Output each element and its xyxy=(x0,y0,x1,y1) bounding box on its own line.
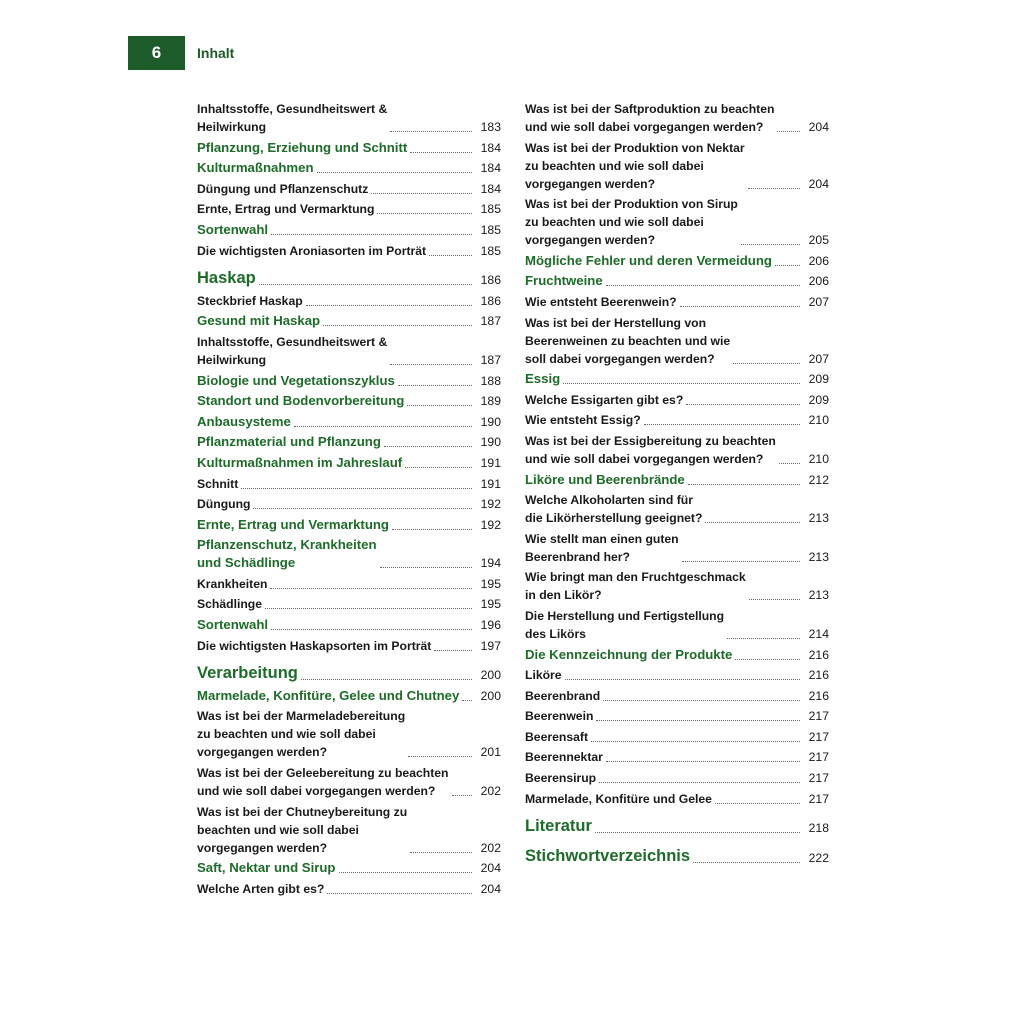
toc-entry-title: Was ist bei der Produktion von Sirup zu beachten und wie soll dabei vorgegangen werden? xyxy=(525,197,738,248)
toc-entry[interactable] xyxy=(525,391,829,412)
dot-leader xyxy=(603,700,800,701)
toc-entry-page: 204 xyxy=(480,861,501,876)
toc-entry-page: 217 xyxy=(808,791,829,806)
toc-entry-title: Ernte, Ertrag und Vermarktung xyxy=(197,202,375,217)
toc-entry[interactable] xyxy=(525,666,829,687)
toc-entry[interactable] xyxy=(197,495,501,516)
toc-entry[interactable] xyxy=(197,707,501,764)
toc-entry[interactable] xyxy=(525,491,829,530)
dot-leader xyxy=(410,852,472,853)
toc-entry-page: 206 xyxy=(808,274,829,289)
toc-entry[interactable] xyxy=(525,272,829,293)
dot-leader xyxy=(407,405,472,406)
toc-entry-title: Beerensirup xyxy=(525,771,597,786)
toc-entry-page: 201 xyxy=(480,745,501,760)
toc-entry-page: 190 xyxy=(480,435,501,450)
toc-entry-page: 189 xyxy=(480,394,501,409)
toc-entry-page: 217 xyxy=(808,709,829,724)
toc-entry[interactable] xyxy=(197,433,501,454)
dot-leader xyxy=(596,720,800,721)
toc-entry[interactable] xyxy=(525,195,829,252)
toc-entry-title: Wie bringt man den Fruchtgeschmack in den Likör? xyxy=(525,570,746,603)
toc-entry-page: 185 xyxy=(480,222,501,237)
toc-entry-title: Die wichtigsten Haskapsorten im Porträt xyxy=(197,638,432,653)
toc-entry-title: Was ist bei der Herstellung von Beerenweinen zu beachten und wie soll dabei vorgegangen werden? xyxy=(525,315,731,366)
toc-entry-page: 202 xyxy=(480,784,501,799)
toc-entry[interactable] xyxy=(525,646,829,667)
dot-leader xyxy=(565,679,800,680)
dot-leader xyxy=(301,679,472,680)
toc-entry[interactable] xyxy=(197,413,501,434)
toc-entry[interactable] xyxy=(525,687,829,708)
dot-leader xyxy=(317,172,473,173)
toc-entry-title: Was ist bei der Essigbereitung zu beachten und wie soll dabei vorgegangen werden? xyxy=(525,433,776,466)
toc-entry-page: 207 xyxy=(808,294,829,309)
dot-leader xyxy=(377,213,472,214)
dot-leader xyxy=(392,529,472,530)
dot-leader xyxy=(339,872,473,873)
toc-entry-page: 184 xyxy=(480,140,501,155)
toc-entry[interactable] xyxy=(197,159,501,180)
toc-entry[interactable] xyxy=(525,100,829,139)
toc-entry-title: Pflanzung, Erziehung und Schnitt xyxy=(197,139,408,155)
toc-entry-title: Gesund mit Haskap xyxy=(197,313,321,329)
toc-chapter-entry[interactable] xyxy=(197,268,501,292)
toc-entry-title: Welche Essigarten gibt es? xyxy=(525,392,684,407)
dot-leader xyxy=(606,285,800,286)
toc-entry-page: 194 xyxy=(480,556,501,571)
toc-entry[interactable] xyxy=(525,748,829,769)
toc-entry[interactable] xyxy=(525,530,829,569)
toc-entry-title: Beerenwein xyxy=(525,709,594,724)
dot-leader xyxy=(680,306,800,307)
dot-leader xyxy=(686,404,800,405)
toc-entry[interactable] xyxy=(525,728,829,749)
toc-entry-page: 185 xyxy=(480,202,501,217)
toc-entry-page: 196 xyxy=(480,618,501,633)
toc-entry[interactable] xyxy=(197,454,501,475)
dot-leader xyxy=(271,629,472,630)
toc-entry[interactable] xyxy=(197,595,501,616)
toc-entry-page: 209 xyxy=(808,392,829,407)
dot-leader xyxy=(253,508,472,509)
toc-entry-title: Pflanzmaterial und Pflanzung xyxy=(197,434,381,450)
toc-entry-title: Marmelade, Konfitüre und Gelee xyxy=(525,791,712,806)
toc-entry[interactable] xyxy=(197,803,501,860)
toc-entry-page: 195 xyxy=(480,576,501,591)
toc-entry-title: Die wichtigsten Aroniasorten im Porträt xyxy=(197,243,427,258)
toc-entry[interactable] xyxy=(197,242,501,263)
toc-entry-title: Saft, Nektar und Sirup xyxy=(197,860,336,876)
toc-entry[interactable] xyxy=(197,880,501,901)
dot-leader xyxy=(705,522,800,523)
toc-entry-title: Wie stellt man einen guten Beerenbrand her? xyxy=(525,531,679,564)
dot-leader xyxy=(371,193,472,194)
toc-entry-title: Schädlinge xyxy=(197,597,263,612)
toc-entry[interactable] xyxy=(525,568,829,607)
dot-leader xyxy=(563,383,800,384)
dot-leader xyxy=(384,446,472,447)
dot-leader xyxy=(259,284,472,285)
page-number: 6 xyxy=(128,36,185,70)
toc-entry-title: Biologie und Vegetationszyklus xyxy=(197,372,395,388)
toc-entry-title: Krankheiten xyxy=(197,576,268,591)
toc-entry-page: 183 xyxy=(480,120,501,134)
toc-entry-title: Literatur xyxy=(525,817,592,836)
toc-entry-title: Was ist bei der Saftproduktion zu beachten und wie soll dabei vorgegangen werden? xyxy=(525,102,775,134)
toc-entry-page: 200 xyxy=(480,688,501,703)
toc-entry[interactable] xyxy=(525,252,829,273)
toc-entry-page: 195 xyxy=(480,597,501,612)
dot-leader xyxy=(606,761,800,762)
toc-entry-title: Die Herstellung und Fertigstellung des Likörs xyxy=(525,608,725,641)
dot-leader xyxy=(380,567,472,568)
toc-entry-page: 188 xyxy=(480,373,501,388)
toc-entry-page: 200 xyxy=(480,668,501,683)
toc-entry-page: 204 xyxy=(808,176,829,191)
toc-entry[interactable] xyxy=(525,411,829,432)
toc-entry[interactable] xyxy=(525,769,829,790)
toc-entry-title: Stichwortverzeichnis xyxy=(525,846,691,865)
toc-entry[interactable] xyxy=(197,616,501,637)
toc-entry-page: 210 xyxy=(808,451,829,466)
toc-entry-page: 218 xyxy=(808,821,829,836)
toc-entry-page: 202 xyxy=(480,840,501,855)
toc-entry-title: Beerenbrand xyxy=(525,688,601,703)
dot-leader xyxy=(410,152,472,153)
toc-entry-page: 216 xyxy=(808,668,829,683)
toc-entry[interactable] xyxy=(197,637,501,658)
dot-leader xyxy=(294,426,472,427)
toc-entry-title: Fruchtweine xyxy=(525,273,603,289)
toc-entry[interactable] xyxy=(197,221,501,242)
toc-left-column xyxy=(197,100,501,900)
dot-leader xyxy=(306,305,472,306)
toc-entry-page: 191 xyxy=(480,476,501,491)
dot-leader xyxy=(398,385,472,386)
toc-entry[interactable] xyxy=(197,180,501,201)
toc-chapter-entry[interactable] xyxy=(525,816,829,840)
toc-entry-page: 205 xyxy=(808,233,829,248)
toc-entry[interactable] xyxy=(197,139,501,160)
dot-leader xyxy=(688,484,800,485)
toc-entry-title: Steckbrief Haskap xyxy=(197,293,303,308)
toc-entry-page: 207 xyxy=(808,351,829,366)
dot-leader xyxy=(727,638,800,639)
toc-entry-title: Schnitt xyxy=(197,476,239,491)
toc-entry-page: 217 xyxy=(808,729,829,744)
toc-entry-page: 204 xyxy=(808,120,829,134)
toc-entry-page: 216 xyxy=(808,688,829,703)
toc-entry[interactable] xyxy=(197,312,501,333)
toc-entry-page: 191 xyxy=(480,455,501,470)
toc-entry-title: Essig xyxy=(525,371,561,387)
toc-entry-page: 212 xyxy=(808,472,829,487)
toc-entry-page: 210 xyxy=(808,413,829,428)
toc-entry-page: 213 xyxy=(808,549,829,564)
toc-entry[interactable] xyxy=(197,292,501,313)
section-title: Inhalt xyxy=(197,45,235,61)
toc-entry-page: 197 xyxy=(480,638,501,653)
dot-leader xyxy=(434,650,472,651)
toc-entry[interactable] xyxy=(197,200,501,221)
dot-leader xyxy=(693,862,800,863)
toc-entry-title: Verarbeitung xyxy=(197,664,298,683)
dot-leader xyxy=(735,659,800,660)
toc-entry[interactable] xyxy=(525,790,829,811)
toc-entry[interactable] xyxy=(525,314,829,371)
dot-leader xyxy=(327,893,472,894)
toc-entry-title: Kulturmaßnahmen im Jahreslauf xyxy=(197,454,403,470)
dot-leader xyxy=(644,424,800,425)
toc-entry[interactable] xyxy=(525,607,829,646)
toc-entry-title: Haskap xyxy=(197,269,256,288)
toc-entry[interactable] xyxy=(197,475,501,496)
dot-leader xyxy=(599,782,800,783)
toc-entry[interactable] xyxy=(197,100,501,139)
toc-entry-title: Beerensaft xyxy=(525,729,588,744)
toc-entry-page: 185 xyxy=(480,243,501,258)
toc-entry-title: Inhaltsstoffe, Gesundheitswert & Heilwirkung xyxy=(197,102,388,134)
toc-entry-title: Pflanzenschutz, Krankheiten und Schädlinge xyxy=(197,537,377,571)
dot-leader xyxy=(323,325,472,326)
toc-entry-page: 186 xyxy=(480,273,501,288)
toc-entry[interactable] xyxy=(197,575,501,596)
toc-entry-page: 204 xyxy=(480,881,501,896)
dot-leader xyxy=(390,364,472,365)
toc-entry[interactable] xyxy=(197,536,501,575)
toc-entry-title: Was ist bei der Geleebereitung zu beachten und wie soll dabei vorgegangen werden? xyxy=(197,766,449,799)
toc-entry-title: Welche Alkoholarten sind für die Likörherstellung geeignet? xyxy=(525,493,703,526)
toc-right-column xyxy=(525,100,829,869)
toc-entry-title: Kulturmaßnahmen xyxy=(197,160,314,176)
toc-entry[interactable] xyxy=(197,392,501,413)
toc-entry-title: Beerennektar xyxy=(525,750,603,765)
dot-leader xyxy=(715,803,800,804)
toc-entry-page: 217 xyxy=(808,771,829,786)
dot-leader xyxy=(749,599,800,600)
toc-entry-title: Die Kennzeichnung der Produkte xyxy=(525,646,733,662)
dot-leader xyxy=(775,265,800,266)
toc-entry[interactable] xyxy=(525,139,829,196)
toc-entry-page: 214 xyxy=(808,626,829,641)
toc-entry[interactable] xyxy=(197,764,501,803)
toc-entry-page: 184 xyxy=(480,181,501,196)
toc-entry-page: 222 xyxy=(808,850,829,865)
toc-entry-page: 187 xyxy=(480,314,501,329)
dot-leader xyxy=(591,741,800,742)
toc-entry[interactable] xyxy=(525,432,829,471)
toc-chapter-entry[interactable] xyxy=(197,663,501,687)
toc-entry-title: Anbausysteme xyxy=(197,413,291,429)
toc-entry[interactable] xyxy=(197,687,501,708)
dot-leader xyxy=(595,832,800,833)
toc-entry[interactable] xyxy=(197,333,501,372)
toc-entry-title: Düngung und Pflanzenschutz xyxy=(197,181,369,196)
toc-entry[interactable] xyxy=(525,471,829,492)
toc-entry-title: Sortenwahl xyxy=(197,617,269,633)
dot-leader xyxy=(390,131,472,132)
toc-entry[interactable] xyxy=(525,293,829,314)
dot-leader xyxy=(741,244,800,245)
toc-entry-page: 186 xyxy=(480,293,501,308)
dot-leader xyxy=(779,463,800,464)
toc-entry[interactable] xyxy=(197,859,501,880)
toc-entry-title: Welche Arten gibt es? xyxy=(197,881,325,896)
toc-entry-title: Sortenwahl xyxy=(197,221,269,237)
dot-leader xyxy=(429,255,472,256)
dot-leader xyxy=(265,608,472,609)
toc-entry-page: 216 xyxy=(808,647,829,662)
toc-entry-title: Marmelade, Konfitüre, Gelee und Chutney xyxy=(197,687,460,703)
toc-entry-title: Ernte, Ertrag und Vermarktung xyxy=(197,516,389,532)
dot-leader xyxy=(682,561,800,562)
toc-entry-title: Standort und Bodenvorbereitung xyxy=(197,393,405,409)
toc-entry-page: 192 xyxy=(480,497,501,512)
toc-entry[interactable] xyxy=(525,370,829,391)
toc-entry[interactable] xyxy=(197,516,501,537)
dot-leader xyxy=(405,467,472,468)
toc-entry-page: 190 xyxy=(480,414,501,429)
toc-entry-page: 206 xyxy=(808,253,829,268)
dot-leader xyxy=(408,756,472,757)
toc-entry-page: 213 xyxy=(808,588,829,603)
toc-entry[interactable] xyxy=(525,707,829,728)
dot-leader xyxy=(733,363,800,364)
toc-entry-page: 213 xyxy=(808,511,829,526)
toc-entry-page: 192 xyxy=(480,517,501,532)
toc-entry-title: Was ist bei der Produktion von Nektar zu beachten und wie soll dabei vorgegangen werden? xyxy=(525,140,745,191)
dot-leader xyxy=(241,488,472,489)
toc-entry-title: Liköre und Beerenbrände xyxy=(525,471,685,487)
dot-leader xyxy=(452,795,473,796)
dot-leader xyxy=(777,131,800,132)
toc-entry-title: Mögliche Fehler und deren Vermeidung xyxy=(525,252,772,268)
toc-entry-title: Liköre xyxy=(525,668,562,683)
toc-entry-page: 184 xyxy=(480,161,501,176)
toc-entry[interactable] xyxy=(197,372,501,393)
dot-leader xyxy=(748,188,800,189)
toc-entry-page: 187 xyxy=(480,352,501,367)
dot-leader xyxy=(271,234,472,235)
toc-entry-page: 217 xyxy=(808,750,829,765)
dot-leader xyxy=(270,588,472,589)
dot-leader xyxy=(462,700,472,701)
toc-chapter-entry[interactable] xyxy=(525,846,829,870)
page-header xyxy=(128,36,234,70)
toc-entry-page: 209 xyxy=(808,372,829,387)
toc-entry-title: Inhaltsstoffe, Gesundheitswert & Heilwirkung xyxy=(197,334,388,367)
toc-entry-title: Wie entsteht Essig? xyxy=(525,413,641,428)
toc-entry-title: Düngung xyxy=(197,497,251,512)
toc-entry-title: Was ist bei der Chutneybereitung zu beachten und wie soll dabei vorgegangen werden? xyxy=(197,804,408,855)
toc-entry-title: Wie entsteht Beerenwein? xyxy=(525,294,677,309)
toc-entry-title: Was ist bei der Marmeladebereitung zu beachten und wie soll dabei vorgegangen werden? xyxy=(197,709,406,760)
